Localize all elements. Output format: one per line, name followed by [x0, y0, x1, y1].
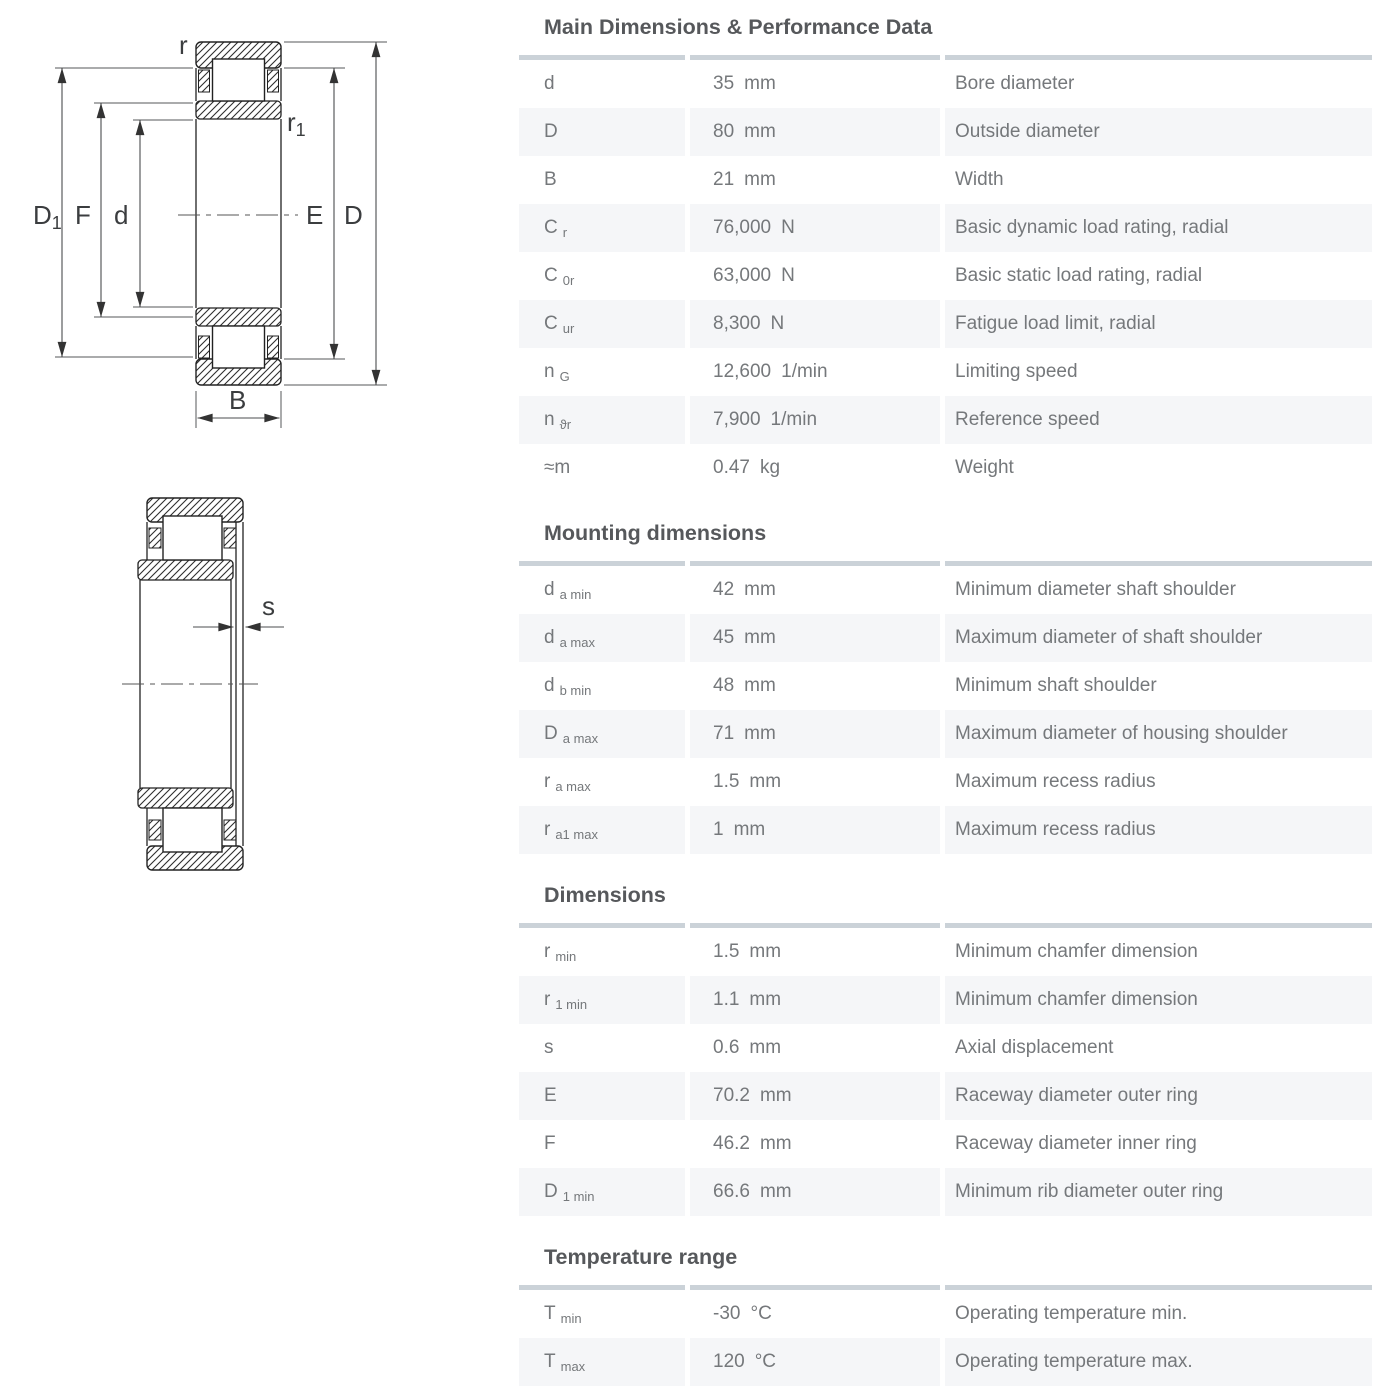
symbol-cell [519, 108, 685, 156]
section-main-dimensions [519, 0, 1372, 492]
label-E: E [306, 200, 324, 230]
table-row [519, 976, 1372, 1024]
value-text: 76,000 [713, 217, 772, 238]
symbol-text: B [544, 169, 557, 190]
label-F: F [75, 200, 91, 230]
section-rows [519, 928, 1372, 1216]
unit-text: mm [759, 1085, 792, 1106]
value-text: 42 [713, 579, 735, 600]
table-row [519, 566, 1372, 614]
description-cell: Minimum diameter shaft shoulder [955, 579, 1236, 600]
description-cell: Raceway diameter inner ring [955, 1133, 1197, 1154]
symbol-subscript: max [560, 1358, 586, 1374]
symbol-text: r [544, 941, 551, 962]
symbol-text: r [544, 989, 551, 1010]
symbol-text: C [544, 217, 558, 238]
symbol-subscript: r [562, 224, 568, 240]
label-D: D [344, 200, 363, 230]
symbol-text: D [544, 121, 558, 142]
inner-ring-top-rib [138, 560, 233, 580]
section-rows [519, 60, 1372, 492]
section-temperature-range [519, 1216, 1372, 1386]
value-cell [690, 252, 940, 300]
unit-text: N [770, 313, 785, 334]
value-text: 48 [713, 675, 735, 696]
value-text: 0.47 [713, 457, 750, 478]
symbol-cell [519, 1072, 685, 1120]
symbol-text: F [544, 1133, 556, 1154]
value-text: 1 [713, 819, 724, 840]
description-cell: Width [955, 169, 1004, 190]
table-row [519, 1290, 1372, 1338]
unit-text: 1/min [770, 409, 818, 430]
description-cell: Maximum recess radius [945, 806, 1372, 854]
unit-text: mm [759, 1133, 792, 1154]
symbol-text: n [544, 409, 555, 430]
symbol-subscript: ur [562, 320, 575, 336]
unit-text: mm [744, 579, 776, 600]
symbol-cell [519, 204, 685, 252]
value-cell [690, 444, 940, 492]
symbol-cell [519, 444, 685, 492]
unit-text: N [781, 265, 795, 286]
value-cell [690, 60, 940, 108]
cross-section-drawing [33, 30, 387, 428]
symbol-cell [519, 758, 685, 806]
section-rows [519, 1290, 1372, 1386]
symbol-cell [519, 1338, 685, 1386]
unit-text: mm [744, 121, 776, 142]
roller-bottom [163, 808, 222, 852]
value-cell [690, 348, 940, 396]
description-cell: Basic static load rating, radial [955, 265, 1203, 286]
front-view-drawing [122, 498, 284, 870]
symbol-cell [519, 976, 685, 1024]
value-cell [690, 156, 940, 204]
table-row [519, 1168, 1372, 1216]
table-row [519, 204, 1372, 252]
section-title: Temperature range [544, 1245, 738, 1269]
value-cell [690, 1072, 940, 1120]
table-row [519, 806, 1372, 854]
symbol-subscript: 0r [562, 272, 575, 288]
symbol-cell [519, 156, 685, 204]
description-cell: Weight [955, 457, 1014, 478]
symbol-cell [519, 710, 685, 758]
unit-text: kg [759, 457, 781, 478]
table-row [519, 156, 1372, 204]
inner-ring-bottom-rib [138, 788, 233, 808]
value-text: 35 [713, 73, 735, 94]
unit-text: mm [744, 675, 776, 696]
description-cell: Raceway diameter outer ring [945, 1072, 1372, 1120]
symbol-text: C [544, 313, 558, 334]
value-cell [690, 1168, 940, 1216]
symbol-cell [519, 928, 685, 976]
table-row [519, 758, 1372, 806]
unit-text: mm [744, 73, 776, 94]
symbol-text: n [544, 361, 555, 382]
value-text: 12,600 [713, 361, 772, 382]
unit-text: mm [744, 169, 776, 190]
symbol-cell [519, 396, 685, 444]
value-text: 1.5 [713, 771, 740, 792]
description-cell: Bore diameter [955, 73, 1075, 94]
table-row [519, 60, 1372, 108]
unit-text: mm [733, 819, 766, 840]
symbol-subscript: a max [555, 778, 591, 794]
value-cell [690, 710, 940, 758]
section-title: Mounting dimensions [544, 521, 767, 545]
unit-text: mm [749, 771, 782, 792]
symbol-cell [519, 614, 685, 662]
data-tables [519, 0, 1372, 1386]
description-cell: Minimum chamfer dimension [945, 976, 1372, 1024]
value-cell [690, 1338, 940, 1386]
description-cell: Minimum shaft shoulder [955, 675, 1157, 696]
value-text: 1.1 [713, 989, 740, 1010]
section-dimensions [519, 854, 1372, 1216]
value-text: 71 [713, 723, 735, 744]
value-cell [690, 806, 940, 854]
inner-ring-top-rib [196, 101, 281, 119]
table-row [519, 1338, 1372, 1386]
table-row [519, 252, 1372, 300]
roller-top [213, 59, 265, 101]
description-cell: Maximum recess radius [955, 771, 1156, 792]
symbol-subscript: min [555, 948, 577, 964]
symbol-subscript: a min [559, 586, 592, 602]
symbol-subscript: b min [559, 682, 592, 698]
value-cell [690, 758, 940, 806]
symbol-cell [519, 348, 685, 396]
symbol-text: E [544, 1085, 557, 1106]
symbol-cell [519, 60, 685, 108]
value-cell [690, 108, 940, 156]
description-cell: Maximum diameter of housing shoulder [945, 710, 1372, 758]
symbol-cell [519, 806, 685, 854]
unit-text: 1/min [781, 361, 828, 382]
symbol-subscript: a max [559, 634, 595, 650]
value-cell [690, 1120, 940, 1168]
description-cell: Reference speed [945, 396, 1372, 444]
table-row [519, 444, 1372, 492]
value-text: 1.5 [713, 941, 740, 962]
value-text: 80 [713, 121, 735, 142]
value-cell [690, 396, 940, 444]
value-cell [690, 614, 940, 662]
description-cell: Minimum rib diameter outer ring [945, 1168, 1372, 1216]
table-row [519, 348, 1372, 396]
symbol-cell [519, 1024, 685, 1072]
description-cell: Fatigue load limit, radial [945, 300, 1372, 348]
description-cell: Maximum diameter of shaft shoulder [945, 614, 1372, 662]
description-cell: Basic dynamic load rating, radial [945, 204, 1372, 252]
section-title: Main Dimensions & Performance Data [544, 15, 933, 39]
table-row [519, 1072, 1372, 1120]
symbol-subscript: min [560, 1310, 582, 1326]
section-rows [519, 566, 1372, 854]
symbol-subscript: a max [562, 730, 599, 746]
value-cell [690, 1024, 940, 1072]
unit-text: °C [754, 1351, 777, 1372]
table-row [519, 662, 1372, 710]
description-cell: Operating temperature min. [955, 1303, 1188, 1324]
value-text: 0.6 [713, 1037, 740, 1058]
table-row [519, 928, 1372, 976]
section-mounting-dimensions [519, 492, 1372, 854]
unit-text: N [781, 217, 795, 238]
roller-bottom [213, 326, 265, 368]
value-text: 21 [713, 169, 735, 190]
unit-text: mm [749, 989, 782, 1010]
table-row [519, 108, 1372, 156]
symbol-text: d [544, 579, 555, 600]
value-text: 8,300 [713, 313, 761, 334]
description-cell: Outside diameter [945, 108, 1372, 156]
description-cell: Operating temperature max. [945, 1338, 1372, 1386]
value-cell [690, 204, 940, 252]
value-cell [690, 1290, 940, 1338]
unit-text: mm [759, 1181, 792, 1202]
symbol-cell [519, 252, 685, 300]
value-cell [690, 566, 940, 614]
symbol-text: r [544, 771, 551, 792]
unit-text: mm [744, 723, 776, 744]
symbol-text: d [544, 675, 555, 696]
symbol-cell [519, 566, 685, 614]
symbol-text: T [544, 1303, 556, 1324]
symbol-subscript: G [559, 368, 570, 384]
table-row [519, 1120, 1372, 1168]
unit-text: °C [750, 1303, 772, 1324]
description-cell: Limiting speed [955, 361, 1078, 382]
symbol-cell [519, 662, 685, 710]
value-cell [690, 976, 940, 1024]
symbol-text: ≈m [544, 457, 571, 478]
value-text: 63,000 [713, 265, 772, 286]
symbol-subscript: 1 min [555, 996, 588, 1012]
description-cell: Axial displacement [955, 1037, 1114, 1058]
unit-text: mm [749, 1037, 782, 1058]
symbol-subscript: ϑr [559, 416, 572, 432]
symbol-text: d [544, 73, 555, 94]
inner-ring-bottom-rib [196, 308, 281, 326]
symbol-text: C [544, 265, 558, 286]
label-d: d [114, 200, 129, 230]
label-D1: D1 [33, 200, 62, 233]
symbol-cell [519, 1168, 685, 1216]
symbol-cell [519, 1120, 685, 1168]
table-row [519, 300, 1372, 348]
value-text: -30 [713, 1303, 741, 1324]
value-cell [690, 928, 940, 976]
roller-top [163, 516, 222, 560]
symbol-text: s [544, 1037, 554, 1058]
symbol-subscript: a1 max [555, 826, 598, 842]
table-row [519, 1024, 1372, 1072]
symbol-text: d [544, 627, 555, 648]
value-cell [690, 662, 940, 710]
symbol-cell [519, 1290, 685, 1338]
description-cell: Minimum chamfer dimension [955, 941, 1198, 962]
label-s: s [262, 591, 275, 621]
value-text: 7,900 [713, 409, 761, 430]
symbol-cell [519, 300, 685, 348]
table-row [519, 396, 1372, 444]
value-cell [690, 300, 940, 348]
bearing-drawings [0, 0, 520, 940]
section-title: Dimensions [544, 883, 666, 907]
value-text: 66.6 [713, 1181, 750, 1202]
symbol-text: T [544, 1351, 556, 1372]
label-B: B [229, 385, 247, 415]
unit-text: mm [744, 627, 776, 648]
label-r: r [179, 30, 188, 60]
table-row [519, 710, 1372, 758]
symbol-subscript: 1 min [562, 1188, 595, 1204]
value-text: 70.2 [713, 1085, 750, 1106]
value-text: 120 [713, 1351, 745, 1372]
value-text: 45 [713, 627, 735, 648]
symbol-text: D [544, 723, 558, 744]
table-row [519, 614, 1372, 662]
value-text: 46.2 [713, 1133, 750, 1154]
label-r1: r1 [287, 107, 306, 140]
unit-text: mm [749, 941, 782, 962]
symbol-text: D [544, 1181, 558, 1202]
symbol-text: r [544, 819, 551, 840]
